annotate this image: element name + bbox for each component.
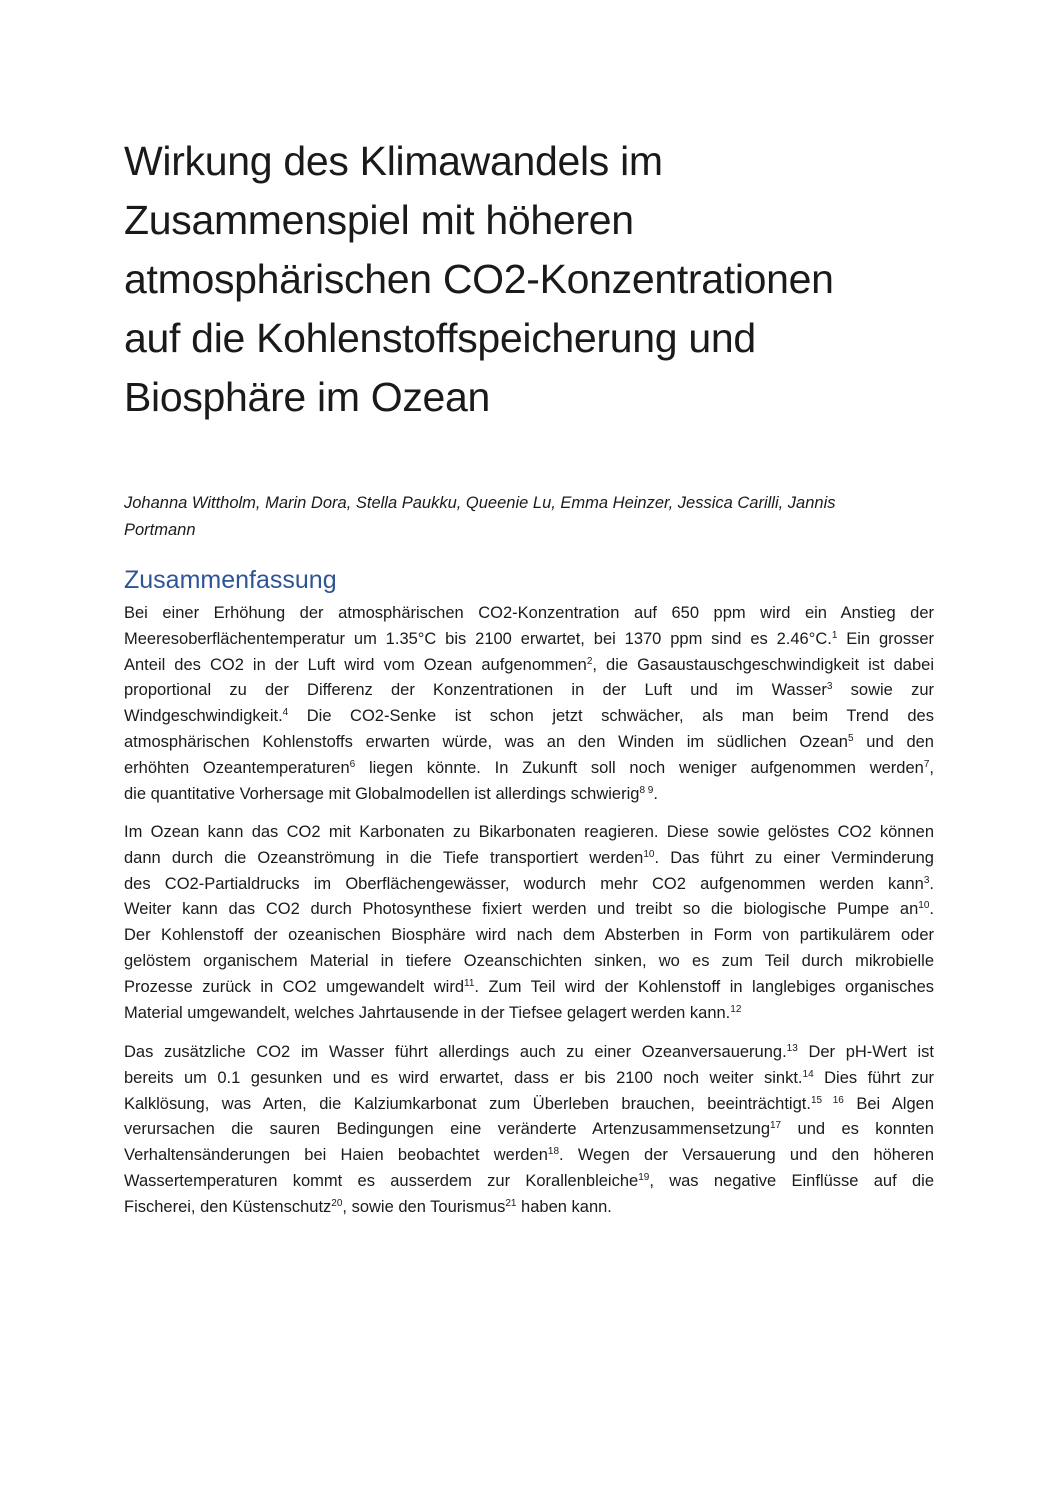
text-segment: , was negative Einflüsse auf die	[649, 1171, 934, 1190]
paragraph	[124, 1040, 934, 1221]
footnote-reference: 19	[638, 1171, 650, 1183]
author-line: Portmann	[124, 521, 196, 539]
text-segment: Im Ozean kann das CO2 mit Karbonaten zu Bikarbonaten reagieren. Diese sowie gelöstes CO2 können	[124, 823, 934, 841]
text-segment: , sowie den Tourismus	[342, 1197, 506, 1216]
footnote-reference: 14	[802, 1068, 814, 1080]
footnote-reference: 3	[826, 681, 833, 693]
text-segment: , die Gasaustauschgeschwindigkeit ist dabei	[592, 655, 934, 674]
footnote-reference: 8 9	[639, 784, 654, 796]
footnote-reference: 1	[831, 629, 838, 641]
text-segment: Prozesse zurück in CO2 umgewandelt wird	[124, 977, 464, 996]
footnote-reference: 5	[847, 732, 854, 744]
text-segment: Die CO2-Senke ist schon jetzt schwächer, als man beim Trend des	[288, 707, 934, 726]
text-segment: .	[929, 874, 934, 893]
text-line	[124, 1066, 934, 1092]
text-segment: und den	[853, 732, 934, 751]
text-line	[124, 730, 934, 756]
text-line	[124, 872, 934, 898]
text-segment: Meeresoberflächentemperatur um 1.35°C bis 2100 erwartet, bei 1370 ppm sind es 2.46°C.	[124, 629, 832, 648]
footnote-reference: 3	[923, 874, 930, 886]
text-line	[124, 1040, 934, 1066]
document-title	[124, 132, 944, 427]
text-line	[124, 1001, 934, 1027]
footnote-reference: 13	[786, 1043, 798, 1054]
text-line	[124, 627, 934, 653]
text-segment: des CO2-Partialdrucks im Oberflächengewässer, wodurch mehr CO2 aufgenommen werden kann	[124, 874, 924, 893]
text-line	[124, 756, 934, 782]
footnote-reference: 10	[918, 900, 930, 912]
text-segment: erhöhten Ozeantemperaturen	[124, 758, 350, 777]
text-segment: dann durch die Ozeanströmung in die Tiefe transportiert werden	[124, 848, 644, 867]
text-line	[124, 975, 934, 1001]
text-segment: gelöstem organischem Material in tiefere Ozeanschichten sinken, wo es zum Teil durch mikrobielle	[124, 951, 934, 970]
text-segment: Bei Algen	[843, 1094, 934, 1113]
section-heading: Zusammenfassung	[124, 566, 337, 594]
text-segment: Anteil des CO2 in der Luft wird vom Ozean aufgenommen	[124, 655, 587, 674]
text-line	[124, 949, 934, 975]
text-segment: . Das führt zu einer Verminderung	[654, 848, 934, 867]
text-line	[124, 820, 934, 846]
text-segment: Fischerei, den Küstenschutz	[124, 1197, 332, 1216]
text-segment: . Zum Teil wird der Kohlenstoff in langlebiges organisches	[474, 977, 935, 996]
text-line	[124, 678, 934, 704]
text-segment: Der Kohlenstoff der ozeanischen Biosphäre wird nach dem Absterben in Form von partikulärem oder	[124, 926, 934, 945]
text-segment: ,	[929, 758, 934, 777]
author-list	[124, 490, 924, 544]
text-segment: proportional zu der Differenz der Konzentrationen in der Luft und im Wasser	[124, 681, 827, 700]
title-line: Zusammenspiel mit höheren	[124, 197, 634, 243]
title-line: Biosphäre im Ozean	[124, 374, 491, 420]
text-segment: Ein grosser	[837, 629, 934, 648]
title-line: Wirkung des Klimawandels im	[124, 138, 663, 184]
text-segment: Der pH-Wert ist	[797, 1043, 934, 1061]
text-segment: verursachen die sauren Bedingungen eine veränderte Artenzusammensetzung	[124, 1120, 770, 1139]
text-segment: sowie zur	[832, 681, 934, 700]
footnote-reference: 18	[547, 1146, 560, 1158]
footnote-reference: 7	[923, 758, 930, 770]
footnote-reference: 12	[730, 1003, 742, 1015]
text-segment: Dies führt zur	[813, 1068, 934, 1087]
text-segment: .	[929, 900, 934, 919]
text-line	[124, 653, 934, 679]
text-segment: Material umgewandelt, welches Jahrtausende in der Tiefsee gelagert werden kann.	[124, 1003, 731, 1022]
text-line	[124, 1143, 934, 1169]
text-segment: atmosphärischen Kohlenstoffs erwarten würde, was an den Winden im südlichen Ozean	[124, 732, 848, 751]
footnote-reference: 15 16	[810, 1094, 844, 1106]
text-segment: . Wegen der Versauerung und den höheren	[559, 1146, 934, 1165]
footnote-reference: 4	[282, 707, 289, 719]
footnote-reference: 21	[505, 1197, 517, 1209]
text-line	[124, 923, 934, 949]
text-line	[124, 897, 934, 923]
text-line	[124, 846, 934, 872]
text-segment: Bei einer Erhöhung der atmosphärischen CO2-Konzentration auf 650 ppm wird ein Anstieg der	[124, 604, 934, 622]
footnote-reference: 10	[643, 848, 655, 860]
text-line	[124, 1195, 934, 1221]
text-segment: .	[653, 784, 658, 803]
paragraph	[124, 601, 934, 807]
footnote-reference: 20	[331, 1197, 343, 1209]
text-segment: bereits um 0.1 gesunken und es wird erwartet, dass er bis 2100 noch weiter sinkt.	[124, 1068, 803, 1087]
footnote-reference: 2	[586, 655, 593, 667]
footnote-reference: 11	[464, 977, 475, 989]
text-segment: Verhaltensänderungen bei Haien beobachtet werden	[124, 1146, 548, 1165]
text-line	[124, 1117, 934, 1143]
text-segment: haben kann.	[516, 1197, 612, 1216]
footnote-reference: 17	[770, 1120, 782, 1132]
title-line: atmosphärischen CO2-Konzentrationen	[124, 256, 834, 302]
title-line: auf die Kohlenstoffspeicherung und	[124, 315, 756, 361]
text-line	[124, 782, 934, 808]
text-line	[124, 601, 934, 627]
text-segment: Kalklösung, was Arten, die Kalziumkarbonat zum Überleben brauchen, beeinträchtigt.	[124, 1094, 811, 1113]
text-line	[124, 1169, 934, 1195]
text-line	[124, 1092, 934, 1118]
text-segment: Windgeschwindigkeit.	[124, 707, 283, 726]
footnote-reference: 6	[349, 758, 356, 770]
text-segment: und es konnten	[781, 1120, 934, 1139]
text-segment: Wassertemperaturen kommt es ausserdem zur Korallenbleiche	[124, 1171, 639, 1190]
paragraph	[124, 820, 934, 1026]
text-segment: Weiter kann das CO2 durch Photosynthese fixiert werden und treibt so die biologische Pumpe an	[124, 900, 919, 919]
author-line: Johanna Wittholm, Marin Dora, Stella Paukku, Queenie Lu, Emma Heinzer, Jessica Carilli, Jannis	[124, 494, 836, 512]
text-segment: liegen könnte. In Zukunft soll noch weniger aufgenommen werden	[355, 758, 924, 777]
text-segment: Das zusätzliche CO2 im Wasser führt allerdings auch zu einer Ozeanversauerung.	[124, 1043, 787, 1061]
text-line	[124, 704, 934, 730]
text-segment: die quantitative Vorhersage mit Globalmodellen ist allerdings schwierig	[124, 784, 640, 803]
